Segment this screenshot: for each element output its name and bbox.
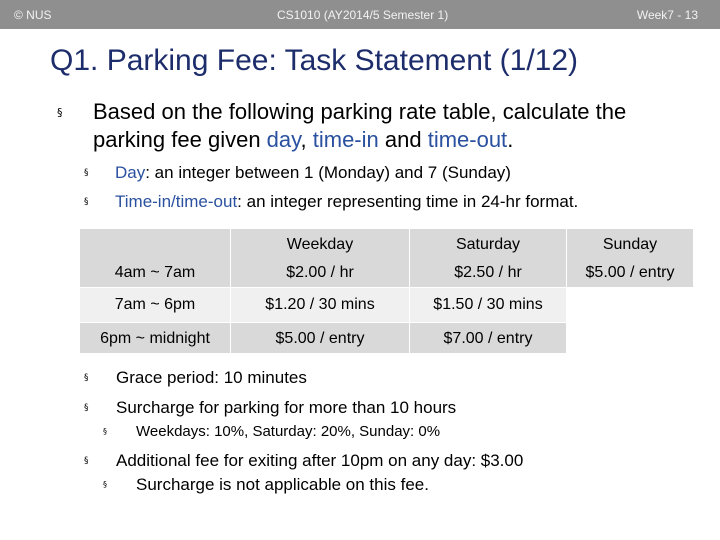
bullet-icon: §: [84, 456, 89, 466]
late-exit-fee-exception: Surcharge is not applicable on this fee.: [136, 475, 429, 494]
intro-text: Based on the following parking rate table, calculate the parking fee given day, time-in and time-out.: [93, 99, 627, 152]
late-exit-fee-note: Additional fee for exiting after 10pm on any day: $3.00: [116, 451, 524, 470]
course-label: CS1010 (AY2014/5 Semester 1): [277, 8, 449, 22]
bullet-icon: §: [84, 197, 89, 207]
bullet-icon: §: [84, 403, 89, 413]
bullet-icon: §: [57, 106, 63, 119]
day-term: day: [266, 127, 301, 152]
grace-period-note: Grace period: 10 minutes: [116, 368, 307, 387]
bullet-icon: §: [84, 168, 89, 178]
table-cell: $2.50 / hr: [454, 264, 522, 281]
bullet-icon: §: [103, 427, 107, 436]
row-period: 6pm ~ midnight: [100, 330, 210, 347]
row-period: 7am ~ 6pm: [114, 296, 196, 313]
bullet-icon: §: [103, 480, 107, 489]
table-divider: [80, 322, 566, 323]
column-header-saturday: Saturday: [455, 236, 521, 253]
table-cell: $1.20 / 30 mins: [265, 296, 375, 313]
table-cell: $1.50 / 30 mins: [433, 296, 543, 313]
slide-header-bar: [0, 0, 720, 29]
week-label: Week7 - 13: [636, 8, 698, 22]
surcharge-rates: Weekdays: 10%, Saturday: 20%, Sunday: 0%: [136, 423, 441, 440]
table-cell: $2.00 / hr: [286, 264, 354, 281]
day-description: Day: an integer between 1 (Monday) and 7 (Sunday): [115, 163, 511, 182]
time-out-term: time-out: [427, 127, 508, 152]
bullet-icon: §: [84, 373, 89, 383]
copyright-label: © NUS: [14, 8, 52, 22]
column-header-sunday: Sunday: [602, 236, 658, 253]
table-cell: $5.00 / entry: [275, 330, 365, 347]
surcharge-note: Surcharge for parking for more than 10 hours: [116, 398, 457, 417]
time-description: Time-in/time-out: an integer representing time in 24-hr format.: [115, 192, 579, 211]
time-in-term: time-in: [312, 127, 379, 152]
table-cell: $7.00 / entry: [443, 330, 533, 347]
column-header-weekday: Weekday: [286, 236, 354, 253]
table-divider: [80, 287, 566, 288]
row-period: 4am ~ 7am: [114, 264, 196, 281]
table-cell: $5.00 / entry: [585, 264, 675, 281]
slide-title: Q1. Parking Fee: Task Statement (1/12): [50, 44, 579, 77]
